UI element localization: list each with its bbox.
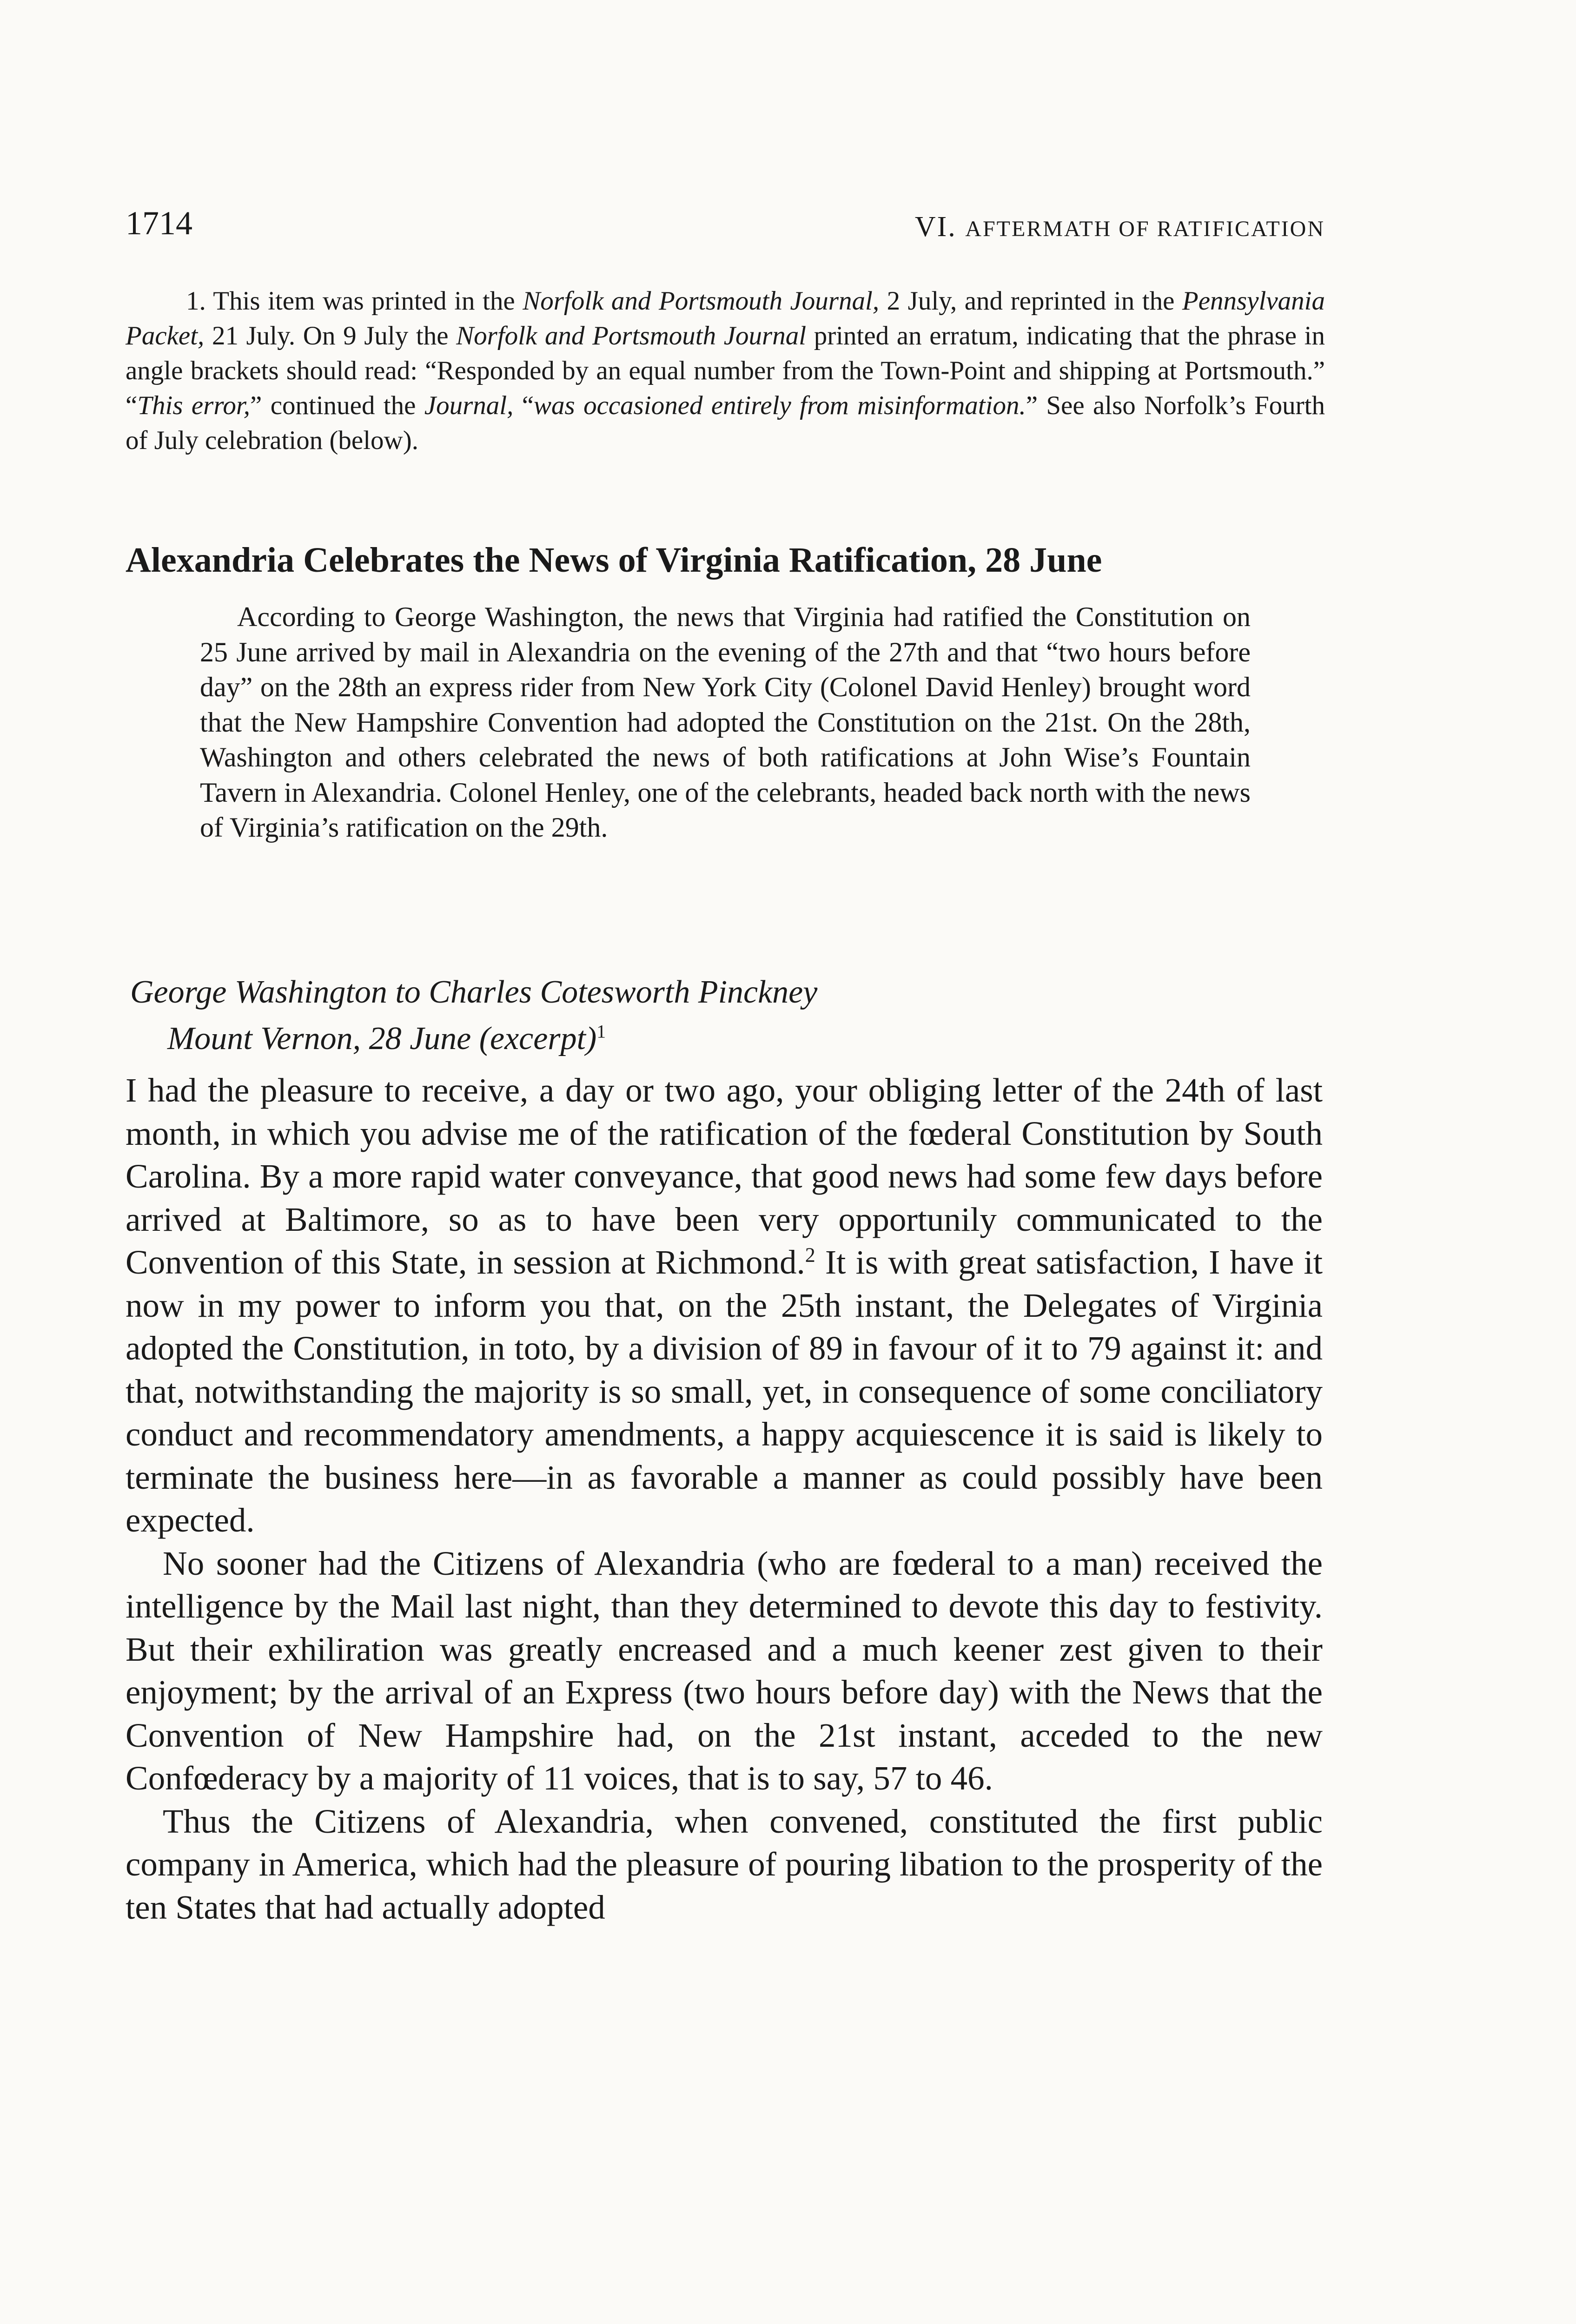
section-title: Alexandria Celebrates the News of Virginia Ratification, 28 June <box>126 541 1102 580</box>
page-number: 1714 <box>126 205 192 242</box>
document-heading-line1: George Washington to Charles Cotesworth Pinckney <box>130 974 818 1010</box>
footnote-italic: Journal, <box>424 391 514 420</box>
footnote-text: ” See also Norfolk’s Fourth of July celebration (below). <box>126 391 1325 455</box>
paragraph-text: It is with great satisfaction, I have it now in my power to inform you that, on the 25th instant, the Delegates of Virginia adopted the Constitution, in toto, by a division of 89 in favour of it to 79 against it: and that, notwithstanding the majority is so small, yet, in consequence of some conciliatory conduct and recommendatory amendments, a happy acquiescence it is said is likely to terminate the business here—in as favorable a manner as could possibly have been expected. <box>126 1243 1323 1539</box>
footnote-italic: Norfolk and Portsmouth Journal, <box>523 286 880 316</box>
document-heading-line2 <box>130 1016 1292 1062</box>
footnote-italic: Norfolk and Portsmouth Journal <box>456 321 807 350</box>
footnote <box>126 284 1325 458</box>
footnote-text: “ <box>513 391 534 420</box>
paragraph: Thus the Citizens of Alexandria, when convened, constituted the first public company in America, which had the pleasure of pouring libation to the prosperity of the ten States that had actually adopted <box>126 1802 1323 1926</box>
footnote-ref: 1 <box>596 1021 606 1042</box>
paragraph-text: I had the pleasure to receive, a day or two ago, your obliging letter of the 24th of last month, in which you advise me of the ratification of the fœderal Constitution by South Carolina. By a more rapid water conveyance, that good news had some few days before arrived at Baltimore, so as to have been very opportunily communicated to the Convention of this State, in session at Richmond. <box>126 1071 1323 1281</box>
footnote-text: printed an erratum, indicating that the phrase in angle brackets should read: “Responded by an equal number from the Town-Point and shipping at Portsmouth.” “ <box>126 321 1325 420</box>
document-heading-dateline: Mount Vernon, 28 June (excerpt) <box>167 1021 597 1056</box>
running-head <box>915 204 1325 252</box>
headnote: According to George Washington, the news that Virginia had ratified the Constitution on 25 June arrived by mail in Alexandria on the evening of the 27th and that “two hours before day” on the 28th an express rider from New York City (Colonel David Henley) brought word that the New Hampshire Convention had adopted the Constitution on the 21st. On the 28th, Washington and others celebrated the news of both ratifications at John Wise’s Fountain Tavern in Alexandria. Colonel Henley, one of the celebrants, headed back north with the news of Virginia’s ratification on the 29th. <box>200 601 1251 843</box>
page-header <box>126 200 1325 251</box>
footnote-text: ” continued the <box>250 391 424 420</box>
footnote-italic: This error, <box>137 391 251 420</box>
footnote-ref: 2 <box>805 1243 815 1267</box>
paragraph: No sooner had the Citizens of Alexandria (who are fœderal to a man) received the intelligence by the Mail last night, than they determined to devote this day to festivity. But their exhiliration was greatly encreased and a much keener zest given to their enjoyment; by the arrival of an Express (two hours before day) with the News that the Convention of New Hampshire had, on the 21st instant, acceded to the new Confœderacy by a majority of 11 voices, that is to say, 57 to 46. <box>126 1544 1323 1797</box>
footnote-italic: was occasioned entirely from misinformation. <box>534 391 1026 420</box>
footnote-text: 1. This item was printed in the <box>186 286 523 316</box>
letter-body <box>126 1069 1323 1929</box>
footnote-text: 2 July, and reprinted in the <box>879 286 1182 316</box>
document-heading <box>130 969 1292 1062</box>
paragraph <box>126 1069 1323 1542</box>
footnote-text: 21 July. On 9 July the <box>204 321 457 350</box>
running-head-text: AFTERMATH OF RATIFICATION <box>965 217 1325 241</box>
footnote-italic: Pennsylvania Packet, <box>126 286 1325 350</box>
running-head-numeral: VI. <box>914 211 957 243</box>
